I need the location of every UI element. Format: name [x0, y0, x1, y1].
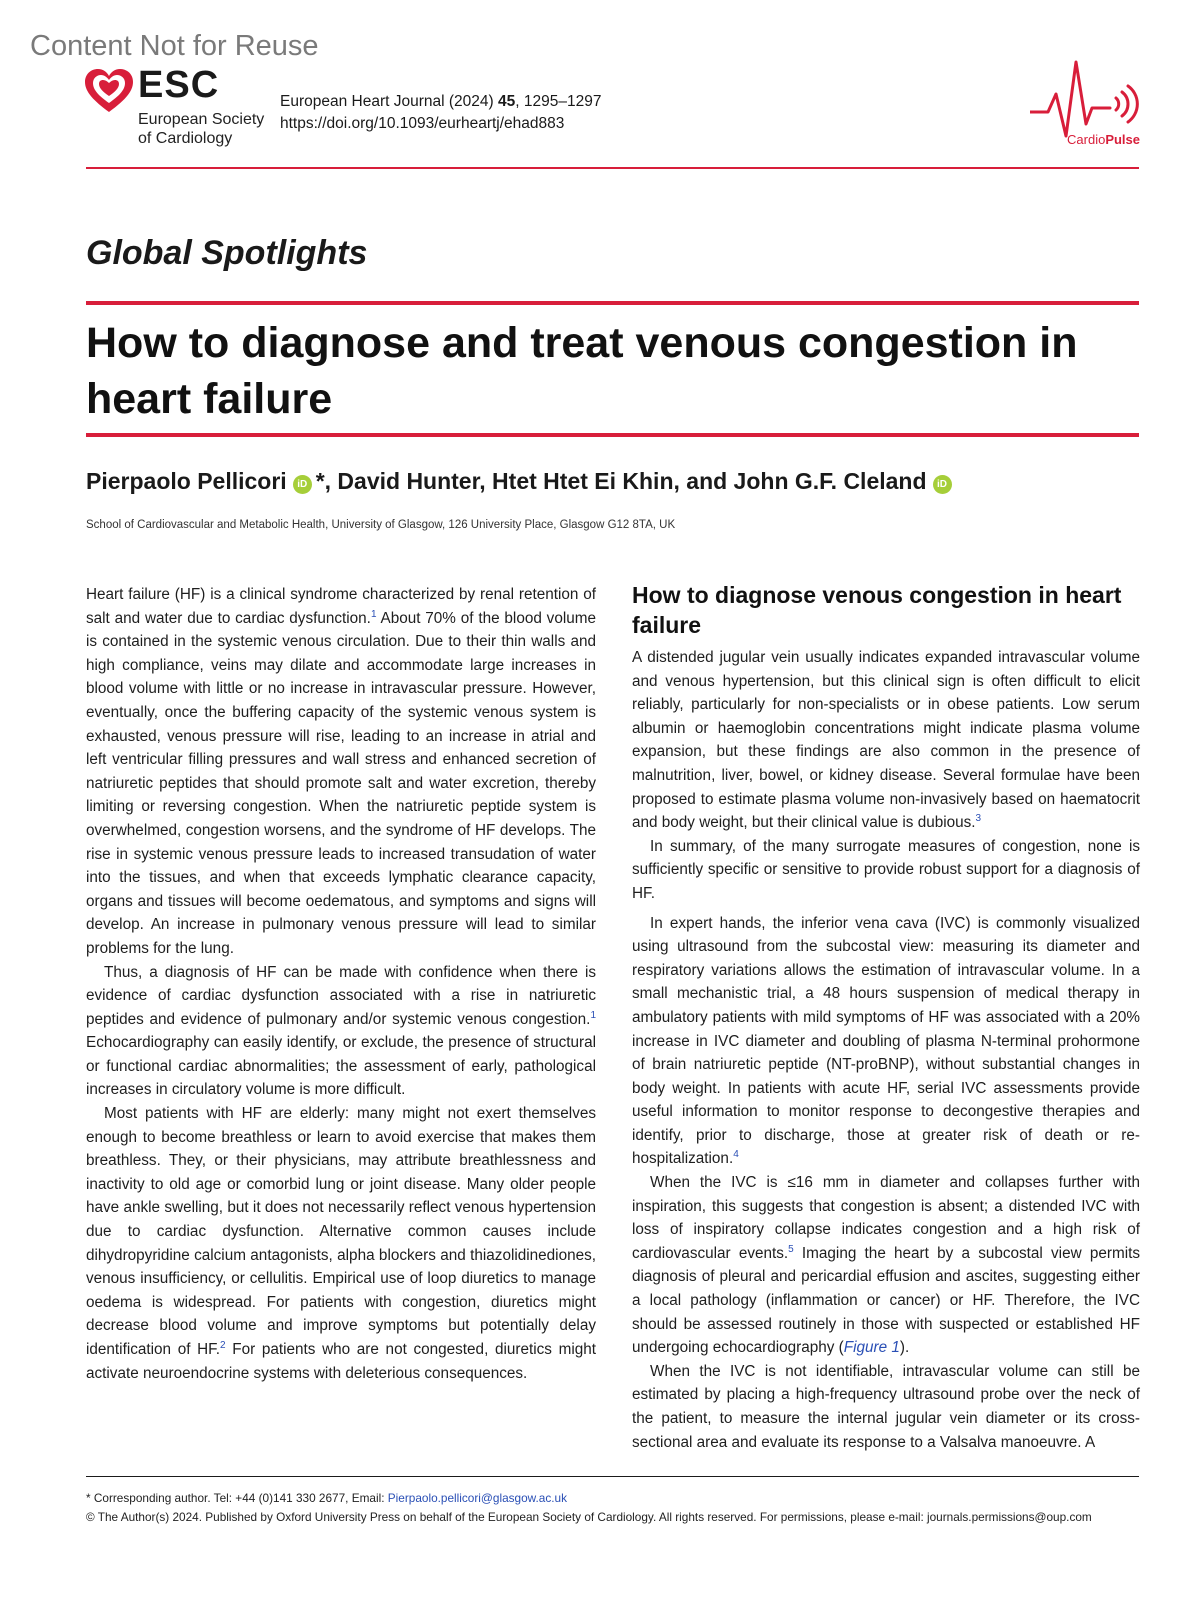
copyright-notice: © The Author(s) 2024. Published by Oxford University Press on behalf of the European Society of Cardiology. All rights reserved. For permissions, please e-mail: journals.permissions@oup.com [86, 1510, 1092, 1524]
title-bottom-rule [86, 433, 1139, 437]
paragraph-text: Most patients with HF are elderly: many might not exert themselves enough to become breathless or learn to avoid exercise that makes them breathless. They, or their physicians, may attribute breathlessness and inactivity to old age or comorbid lung or joint disease. Many older people have ankle swelling, but it does not necessarily reflect venous hypertension due to cardiac dysfunction. Alternative common causes include dihydropyridine calcium antagonists, alpha blockers and thiazolidinediones, venous insufficiency, or cellulitis. Empirical use of loop diuretics to manage oedema is widespread. For patients with congestion, diuretics might decrease blood volume and improve symptoms but potentially delay identification of HF. [86, 1105, 596, 1358]
paragraph-text: When the IVC is ≤16 mm in diameter and collapses further with inspiration, this suggests that congestion is absent; a distended IVC with loss of inspiratory collapse indicates congestion and a high risk of cardiovascular events. [632, 1174, 1140, 1262]
paragraph-text: Heart failure (HF) is a clinical syndrome characterized by renal retention of salt and water due to cardiac dysfunction. [86, 586, 596, 627]
paragraph-text: A distended jugular vein usually indicates expanded intravascular volume and venous hypertension, but this clinical sign is often difficult to elicit reliably, particularly for non-specialists or in obese patients. Low serum albumin or haemoglobin concentrations might indicate plasma volume expansion, but these findings are also common in the presence of malnutrition, liver, bowel, or kidney disease. Several formulae have been proposed to estimate plasma volume non-invasively based on haematocrit and body weight, but their clinical value is dubious. [632, 649, 1140, 832]
paragraph-text: Imaging the heart by a subcostal view permits diagnosis of pleural and pericardial effusion and ascites, suggesting either a local pathology (inflammation or cancer) or HF. Therefore, the IVC should be assessed routinely in those with suspected or established HF undergoing echocardiography ( [632, 1244, 1140, 1357]
header-divider [86, 167, 1139, 169]
esc-logo[interactable] [84, 64, 274, 154]
other-authors: *, David Hunter, Htet Htet Ei Khin, and John G.F. Cleland [315, 468, 927, 494]
footnotes [86, 1489, 1146, 1527]
paragraph [632, 646, 1140, 835]
paragraph: In summary, of the many surrogate measures of congestion, none is sufficiently specific or sensitive to provide robust support for a diagnosis of HF. [632, 837, 1140, 902]
journal-reference [280, 91, 601, 135]
paragraph [632, 1171, 1140, 1360]
corresponding-author [86, 1489, 1146, 1508]
author-list [86, 468, 956, 495]
esc-wordmark: ESC [138, 64, 220, 106]
footnote-divider [86, 1476, 1139, 1477]
cardiopulse-suffix: Pulse [1105, 132, 1140, 147]
article-title: How to diagnose and treat venous congestion in heart failure [86, 319, 1078, 423]
orcid-icon[interactable]: iD [933, 475, 952, 494]
paragraph-text: For patients who are not congested, diuretics might activate neuroendocrine systems with deleterious consequences. [86, 1341, 596, 1382]
paragraph-text: ). [899, 1339, 910, 1357]
paragraph [86, 583, 596, 961]
email-link[interactable]: Pierpaolo.pellicori@glasgow.ac.uk [387, 1491, 567, 1505]
corresponding-label: * Corresponding author. Tel: +44 (0)141 330 2677, Email: [86, 1491, 388, 1505]
paragraph-text: In expert hands, the inferior vena cava (IVC) is commonly visualized using ultrasound from the subcostal view: measuring its diameter and respiratory variations allows the estimation of intravascular volume. In a small mechanistic trial, a 48 hours suspension of medical therapy in ambulatory patients with mild symptoms of HF was associated with a 20% increase in IVC diameter and doubling of plasma N-terminal prohormone of brain natriuretic peptide (NT-proBNP), without substantial changes in body weight. In patients with acute HF, serial IVC assessments provide useful information to monitor response to decongestive therapies and identify, prior to discharge, those at greater risk of death or re-hospitalization. [632, 914, 1140, 1168]
section-label: Global Spotlights [86, 234, 368, 272]
paragraph-text: Echocardiography can easily identify, or exclude, the presence of structural or functional cardiac abnormalities; the assessment of early, pathological increases in circulatory volume is more difficult. [86, 1034, 596, 1099]
first-author[interactable]: Pierpaolo Pellicori [86, 468, 287, 494]
doi-link[interactable]: https://doi.org/10.1093/eurheartj/ehad883 [280, 115, 565, 132]
paragraph [632, 912, 1140, 1172]
cardiopulse-label [1030, 132, 1140, 147]
reference-link[interactable]: 5 [788, 1243, 794, 1255]
reference-link[interactable]: 2 [220, 1340, 226, 1351]
reference-link[interactable]: 1 [590, 1009, 596, 1021]
journal-name: European Heart Journal (2024) [280, 93, 494, 110]
paragraph-text: About 70% of the blood volume is contained in the systemic venous circulation. Due to their thin walls and high compliance, veins may dilate and accommodate large increases in blood volume with little or no increase in intravascular pressure. However, eventually, once the buffering capacity of the systemic venous system is exhausted, venous pressure will rise, leading to an increase in atrial and left ventricular filling pressures and wall stress and enhanced secretion of natriuretic peptides that should promote salt and water excretion, thereby limiting or reversing congestion. When the natriuretic peptide system is overwhelmed, congestion worsens, and the syndrome of HF develops. The rise in systemic venous pressure leads to increased transudation of water into the tissues, and when that exceeds lymphatic clearance capacity, organs and tissues will become oedematous, and symptoms and signs will develop. An increase in pulmonary venous pressure will lead to similar problems for the lung. [86, 609, 596, 957]
watermark: Content Not for Reuse [30, 30, 319, 62]
paragraph: When the IVC is not identifiable, intravascular volume can still be estimated by placing a high-frequency ultrasound probe over the neck of the patient, to measure the internal jugular vein diameter or its cross-sectional area and evaluate its response to a Valsalva manoeuvre. A [632, 1362, 1140, 1451]
orcid-icon[interactable]: iD [293, 475, 312, 494]
journal-volume: 45 [498, 93, 516, 110]
paragraph [86, 961, 596, 1103]
title-top-rule [86, 301, 1139, 305]
cardiopulse-prefix: Cardio [1067, 132, 1106, 147]
esc-subtitle: European Society of Cardiology [138, 111, 265, 147]
affiliation: School of Cardiovascular and Metabolic Health, University of Glasgow, 126 University Place, Glasgow G12 8TA, UK [86, 519, 676, 531]
reference-link[interactable]: 3 [975, 813, 982, 825]
left-column [86, 583, 596, 1385]
figure-link[interactable]: Figure 1 [843, 1339, 900, 1357]
paragraph [86, 1102, 596, 1385]
heart-icon [84, 68, 134, 114]
paragraph-text: Thus, a diagnosis of HF can be made with confidence when there is evidence of cardiac dysfunction associated with a rise in natriuretic peptides and evidence of pulmonary and/or systemic venous congestion. [86, 963, 596, 1028]
section-heading: How to diagnose venous congestion in heart failure [632, 582, 1122, 638]
journal-citation [280, 91, 601, 113]
reference-link[interactable]: 4 [733, 1149, 739, 1161]
reference-link[interactable]: 1 [370, 608, 377, 620]
journal-pages: , 1295–1297 [515, 93, 602, 110]
right-column [632, 580, 1140, 1454]
